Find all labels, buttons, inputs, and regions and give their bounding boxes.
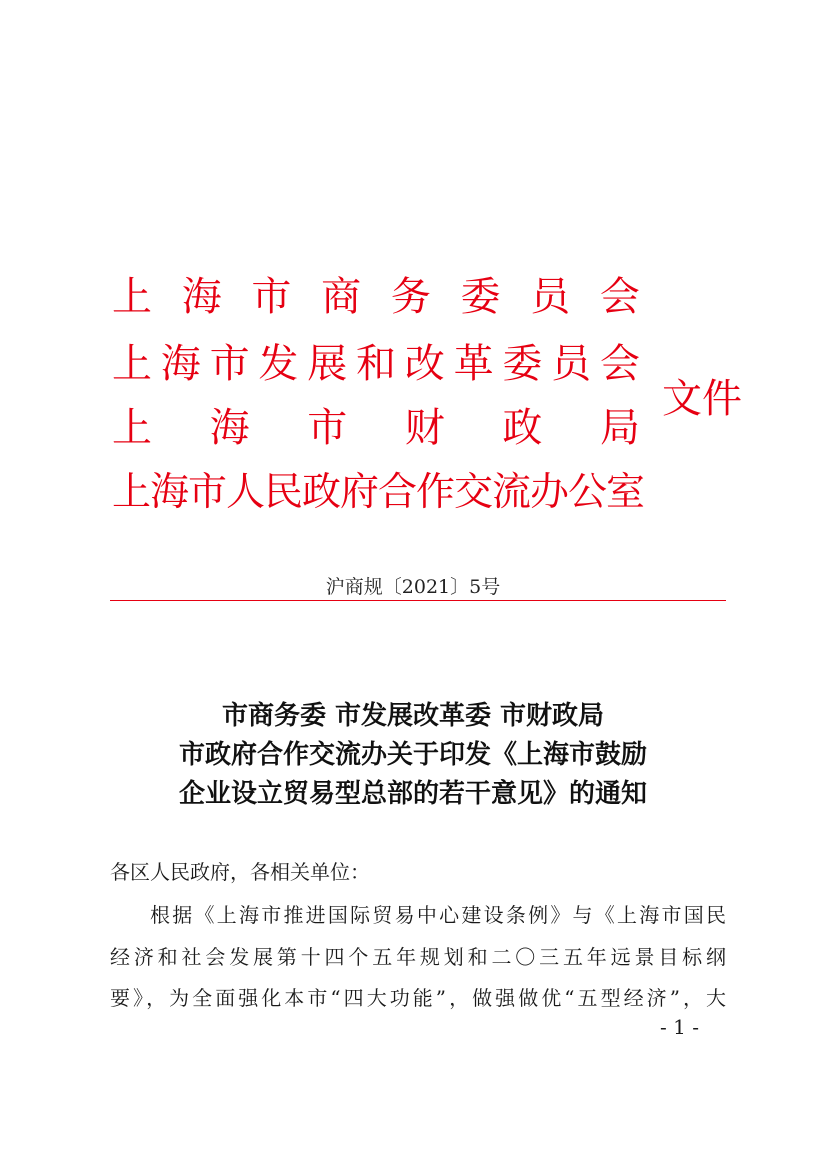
issuer-char: 革 [453, 341, 494, 387]
issuer-char: 发 [258, 341, 299, 387]
title-line-2: 市政府合作交流办关于印发《上海市鼓励 [178, 740, 647, 770]
issuer-char: 务 [390, 274, 431, 320]
issuer-char: 海 [209, 405, 250, 451]
issuer-char: 财 [404, 405, 445, 451]
issuer-char: 局 [599, 405, 640, 451]
body-line-1: 根据《上海市推进国际贸易中心建设条例》与《上海市国民 [150, 903, 726, 927]
issuer-cooperation-office [112, 470, 645, 516]
issuer-char: 市 [307, 405, 348, 451]
issuer-char: 会 [599, 274, 640, 320]
title-line-3: 企业设立贸易型总部的若干意见》的通知 [178, 779, 647, 809]
issuer-char: 上 [112, 405, 152, 451]
issuer-char: 委 [502, 341, 543, 387]
issuer-char: 委 [460, 274, 501, 320]
issuer-char: 海 [160, 341, 201, 387]
issuer-commerce-commission [112, 274, 640, 320]
red-divider [110, 600, 726, 601]
issuer-char: 政 [502, 405, 543, 451]
issuer-char: 上 [112, 341, 152, 387]
body-line-2: 经济和社会发展第十四个五年规划和二〇三五年远景目标纲 [110, 945, 726, 969]
issuer-finance-bureau [112, 405, 640, 451]
issuer-char: 市 [209, 341, 250, 387]
title-line-1: 市商务委 市发展改革委 市财政局 [221, 701, 605, 731]
issuer-char: 海 [181, 274, 222, 320]
issuer-char: 展 [307, 341, 348, 387]
issuer-char: 员 [551, 341, 592, 387]
salutation: 各区人民政府，各相关单位： [110, 860, 370, 884]
issuer-char: 员 [530, 274, 571, 320]
issuer-char: 改 [404, 341, 445, 387]
page-number: - 1 - [660, 1015, 699, 1039]
issuer-development-reform-commission [112, 341, 640, 387]
document-number: 沪商规〔2021〕5号 [325, 576, 501, 598]
issuer-char: 上 [112, 274, 152, 320]
document-suffix: 文件 [662, 376, 742, 422]
issuer-char: 和 [355, 341, 396, 387]
issuer-char: 会 [599, 341, 640, 387]
body-line-3: 要》，为全面强化本市“四大功能”，做强做优“五型经济”，大 [110, 986, 726, 1010]
issuer-char: 商 [321, 274, 362, 320]
issuer-full-name: 上海市人民政府合作交流办公室 [112, 470, 645, 515]
issuer-char: 市 [251, 274, 292, 320]
